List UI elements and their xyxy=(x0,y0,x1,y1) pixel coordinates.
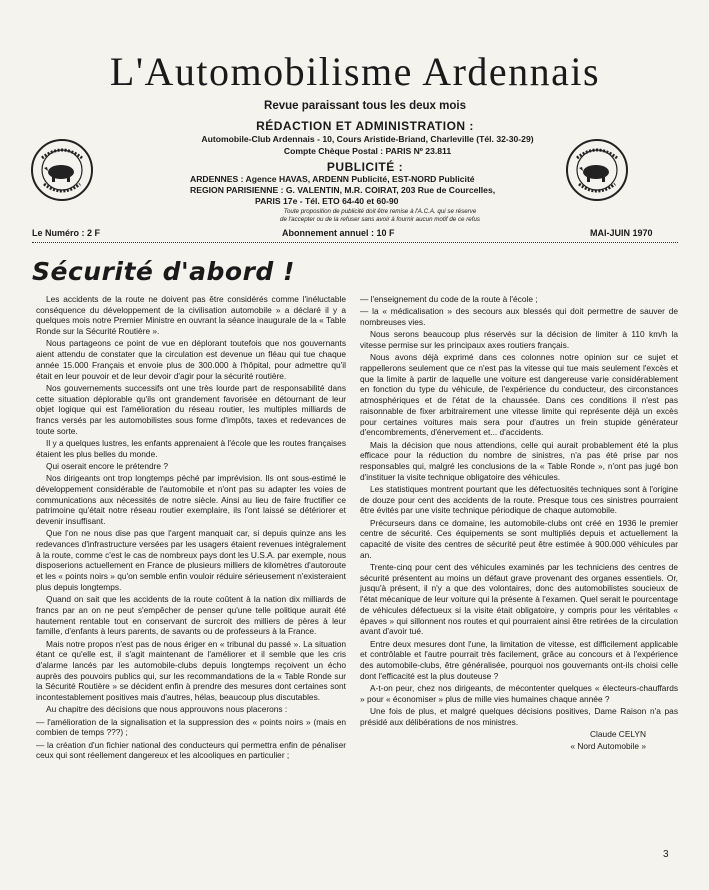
issue-price: Le Numéro : 2 F xyxy=(32,228,101,238)
fine-print-2: de l'accepter ou de la refuser sans avoir à fournir aucun motif de ce refus xyxy=(280,216,480,223)
paragraph: Qui oserait encore le prétendre ? xyxy=(46,460,168,471)
paragraph: Entre deux mesures dont l'une, la limitation de vitesse, est difficilement applicable et contrôlable et l'autre pourrait très facilement, grâce au concours et à l'expérience des automobile-clubs, être généralisée, pourquoi nos gouvernants ont-ils choisi celle dont l'efficacité est la plus douteuse ? xyxy=(360,638,678,681)
paragraph: Précurseurs dans ce domaine, les automobile-clubs ont créé en 1936 le premier centre de sécurité. Ces équipements se sont multipliés depuis et actuellement la capacité de visite des centres de sécurité peut être estimée à 900.000 véhicules par an. xyxy=(360,517,678,560)
page-number: 3 xyxy=(663,849,669,860)
signature-name: Claude CELYN xyxy=(590,728,646,739)
automobile-club-seal-right-icon xyxy=(565,138,629,202)
paragraph: Nos gouvernements successifs ont une très lourde part de responsabilité dans cette situation déplorable qu'ils ont grandement favorisée en détournant de leur objet logique qui est l'amélioration du réseau routier, les multiples milliards de francs versés par les automobilistes sous forme d'impôts, taxes et redevances de toute sorte. xyxy=(36,382,346,436)
paragraph: Une fois de plus, et malgré quelques décisions positives, Dame Raison n'a pas présidé aux délibérations de nos ministres. xyxy=(360,705,678,727)
paragraph: Que l'on ne nous dise pas que l'argent manquait car, si depuis quinze ans les redevances d'infrastructure versées par les usagers étaient revenues intégralement à la route, comme c'est le cas de nombreux pays dont les U.S.A. par exemple, nous disposerions actuellement en France de plusieurs milliers de kilomètres d'autoroute et les « points noirs » qu'on semble enfin vouloir réduire sérieusement n'existeraient plus depuis longtemps. xyxy=(36,528,347,592)
publicite-line-1: ARDENNES : Agence HAVAS, ARDENN Publicité, EST-NORD Publicité xyxy=(190,174,475,184)
paragraph: Mais la décision que nous attendions, celle qui aurait probablement été la plus efficace pour la réduction du nombre de sinistres, n'a pas été prise par nos responsables qui, malgré les conclusions de la « Table Ronde », n'ont pas jugé bon d'instituer la visite technique obligatoire des véhicules. xyxy=(360,439,678,482)
issue-date: MAI-JUIN 1970 xyxy=(590,228,653,238)
redaction-account: Compte Chèque Postal : PARIS Nº 23.811 xyxy=(283,146,452,156)
article-column-left xyxy=(36,294,346,763)
list-item: — l'amélioration de la signalisation et la suppression des « points noirs » (mais en combien de temps ???) ; xyxy=(36,716,346,738)
paragraph: Nous serons beaucoup plus réservés sur la décision de limiter à 110 km/h la vitesse permise sur les principaux axes routiers français. xyxy=(360,329,678,350)
paragraph: Mais notre propos n'est pas de nous ériger en « tribunal du passé ». La situation étant ce qu'elle est, il s'agit maintenant de l'améliorer et il semble que les cris d'alarme lancés par les automobile-clubs depuis longtemps reçoivent un écho auprès des pouvoirs publics qui, sur les recommandations de la « Table Ronde sur la Sécurité Routière » se décident enfin à prendre des mesures dont certaines sont incontestablement positives mais d'autres, hélas, beaucoup plus discutables. xyxy=(36,638,346,703)
signature-org: « Nord Automobile » xyxy=(570,741,646,752)
paragraph: Nous partageons ce point de vue en déplorant toutefois que nos gouvernants aient attendu de constater que la circulation est devenue un fléau qui tue chaque année 15.000 Français et envoie plus de 300.000 à l'hôpital, pour admettre qu'il était en leur pouvoir et de leur devoir d'agir pour la sécurité routière. xyxy=(36,338,346,381)
list-item: — la « médicalisation » des secours aux blessés qui doit permettre de sauver de nombreuses vies. xyxy=(360,306,678,327)
publicite-line-3: PARIS 17e - Tél. ETO 64-40 et 60-90 xyxy=(255,196,399,206)
paragraph: A-t-on peur, chez nos dirigeants, de mécontenter quelques « électeurs-chauffards » pour « économiser » plus de mille vies humaines chaque année ? xyxy=(360,682,678,704)
automobile-club-seal-left-icon xyxy=(30,138,94,202)
paragraph: Trente-cinq pour cent des véhicules examinés par les techniciens des centres de sécurité présentent au moins un défaut grave provenant des organes essentiels. Or, jusqu'à présent, il n'y a que des volontaires, donc des automobilistes soucieux de l'état mécanique de leur voiture qui la présente à l'examen. Quel serait le pourcentage de véhicules défectueux si la visite était obligatoire, y compris pour les véritables « épaves » qui sillonnent nos routes et qui pourraient ainsi être retirées de la circulation avant d'avoir tué. xyxy=(360,562,678,637)
publicite-line-2: REGION PARISIENNE : G. VALENTIN, M.R. COIRAT, 203 Rue de Courcelles, xyxy=(190,185,496,195)
paragraph: Nos dirigeants ont trop longtemps péché par imprévision. Ils ont sous-estimé le développement considérable de l'automobile et n'ont pas su adapter les voies de communications aux nécessités de notre siècle. Ainsi au lieu de faire fructifier ce patrimoine qu'était notre réseau routier exemplaire, ils l'ont laissé se détériorer et devenir insuffisant. xyxy=(36,473,346,527)
redaction-heading: RÉDACTION ET ADMINISTRATION : xyxy=(256,119,474,133)
list-item: — l'enseignement du code de la route à l'école ; xyxy=(360,294,538,304)
list-item: — la création d'un fichier national des conducteurs qui permettra enfin de pénaliser ceux qui sont réellement dangereux et les alcooliques en particulier ; xyxy=(36,739,346,761)
article-column-right xyxy=(360,294,678,754)
publicite-heading: PUBLICITÉ : xyxy=(326,160,404,174)
paragraph: Les statistiques montrent pourtant que les défectuosités techniques sont à l'origine de douze pour cent des accidents de la route. Presque tous ces sinistres pourraient être évités par une visite technique périodique de chaque automobile. xyxy=(360,483,678,516)
paragraph: Il y a quelques lustres, les enfants apprenaient à l'école que les routes françaises étaient les plus belles du monde. xyxy=(36,437,346,459)
redaction-address: Automobile-Club Ardennais - 10, Cours Aristide-Briand, Charleville (Tél. 32-30-29) xyxy=(201,134,534,144)
paragraph: Quand on sait que les accidents de la route coûtent à la nation dix milliards de francs par an on ne peut s'empêcher de penser qu'une telle politique aurait été hautement rentable tout en conservant de surcroit des milliers de pères à leur famille, d'enfants à leurs parents, de savants ou de professeurs à la France. xyxy=(36,594,346,637)
subscription-price: Abonnement annuel : 10 F xyxy=(282,228,395,238)
article-headline: Sécurité d'abord ! xyxy=(32,257,295,286)
masthead-subtitle: Revue paraissant tous les deux mois xyxy=(264,100,466,112)
masthead-title: L'Automobilisme Ardennais xyxy=(109,49,601,94)
paragraph: Les accidents de la route ne doivent pas être considérés comme l'inéluctable conséquence du développement de la civilisation automobile » a déclaré il y a quelques mois notre Premier Ministre en ouvrant la séance inaugurale de la « Table Ronde sur la Sécurité Routière ». xyxy=(36,294,346,337)
dotted-divider xyxy=(32,242,678,243)
paragraph: Au chapitre des décisions que nous approuvons nous placerons : xyxy=(46,704,288,715)
paragraph: Nous avons déjà exprimé dans ces colonnes notre opinion sur ce sujet et rappellerons seulement que ce n'est pas la vitesse qui tue mais seulement l'excès et que la limite à partir de laquelle une voiture est dangereuse varie considérablement en fonction du type du véhicule, de l'expérience du conducteur, des circonstances atmosphériques et de l'état de la chaussée. Dans ces conditions il n'est pas raisonnable de fixer arbitrairement une vitesse limite qui représente déjà un excès pour certaines voitures mais sera pour d'autres un frein stupide générateur d'encombrements, d'énervement et... d'accidents. xyxy=(360,352,678,438)
fine-print-1: Toute proposition de publicité doit être remise à l'A.C.A. qui se réserve xyxy=(283,208,477,215)
